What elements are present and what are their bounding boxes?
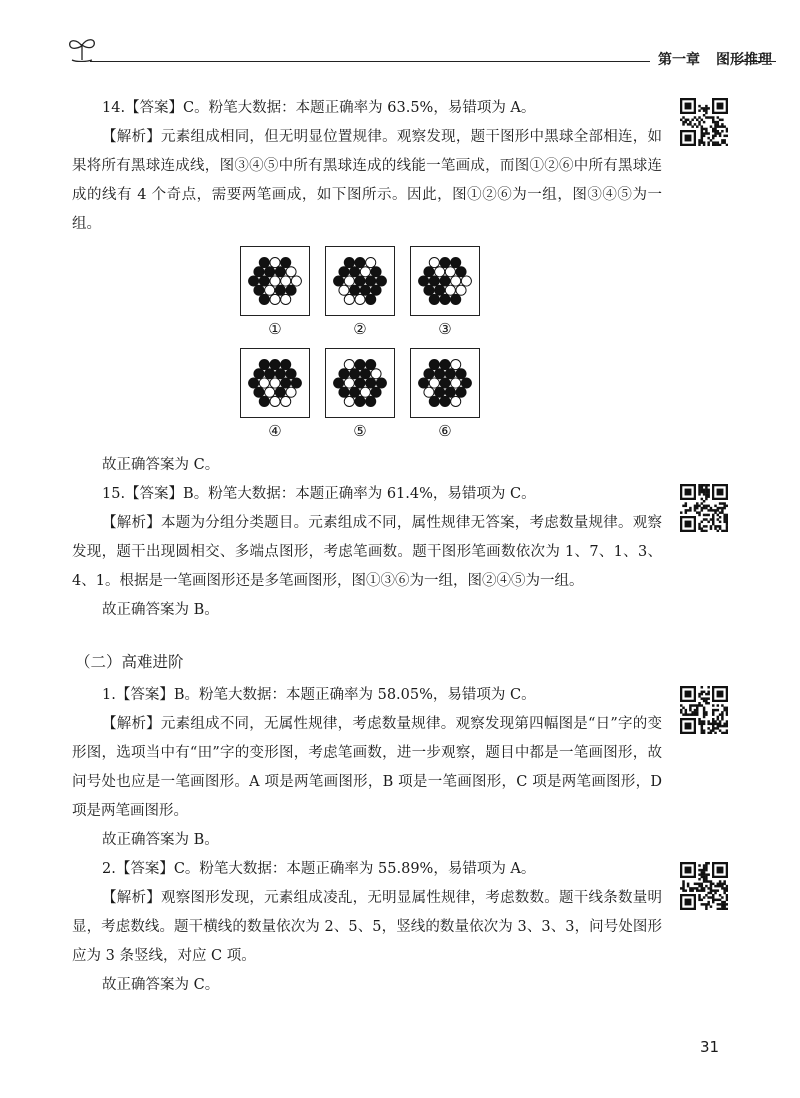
black-ball: [259, 257, 269, 267]
black-ball: [254, 387, 264, 397]
white-ball: [371, 369, 381, 379]
black-ball: [339, 369, 349, 379]
black-ball: [355, 276, 365, 286]
white-ball: [451, 276, 461, 286]
qr-code-icon[interactable]: [680, 686, 728, 734]
black-ball: [360, 285, 370, 295]
figure-4-balls: [241, 349, 309, 417]
figure-3-balls: [411, 247, 479, 315]
h1-answer-line: 1.【答案】B。粉笔大数据：本题正确率为 58.05%，易错项为 C。: [102, 687, 536, 703]
white-ball: [451, 359, 461, 369]
black-ball: [350, 267, 360, 277]
white-ball: [451, 378, 461, 388]
black-ball: [376, 276, 386, 286]
white-ball: [286, 267, 296, 277]
white-ball: [286, 387, 296, 397]
black-ball: [360, 369, 370, 379]
black-ball: [376, 378, 386, 388]
h2-answer-line: 2.【答案】C。粉笔大数据：本题正确率为 55.89%，易错项为 A。: [102, 861, 536, 877]
white-ball: [424, 387, 434, 397]
figure-label-2: ②: [353, 320, 367, 338]
black-ball: [355, 396, 365, 406]
black-ball: [371, 387, 381, 397]
white-ball: [429, 257, 439, 267]
chapter-number: 第一章: [658, 52, 700, 68]
header-rule: [90, 61, 650, 62]
white-ball: [461, 276, 471, 286]
black-ball: [435, 285, 445, 295]
white-ball: [435, 267, 445, 277]
black-ball: [424, 267, 434, 277]
q14-conclusion: 故正确答案为 C。: [102, 457, 220, 473]
black-ball: [275, 369, 285, 379]
white-ball: [270, 276, 280, 286]
black-ball: [440, 396, 450, 406]
white-ball: [344, 276, 354, 286]
black-ball: [270, 359, 280, 369]
white-ball: [344, 378, 354, 388]
figure-label-5: ⑤: [353, 422, 367, 440]
black-ball: [265, 267, 275, 277]
section-title: （二）高难进阶: [75, 653, 184, 671]
sprout-icon: [62, 36, 102, 62]
black-ball: [259, 294, 269, 304]
black-ball: [259, 359, 269, 369]
black-ball: [355, 359, 365, 369]
white-ball: [281, 396, 291, 406]
white-ball: [366, 257, 376, 267]
figure-label-4: ④: [268, 422, 282, 440]
q14-analysis: 【解析】元素组成相同，但无明显位置规律。观察发现，题干图形中黑球全部相连，如果将所有黑球连成线，图③④⑤中所有黑球连成的线能一笔画成，而图①②⑥中所有黑球连成的线有 4 个奇点，需要两笔画成，如下图所示。因此，图①②⑥为一组，图③④⑤为一组。: [72, 129, 662, 232]
black-ball: [249, 276, 259, 286]
figure-6: [410, 348, 480, 418]
black-ball: [429, 294, 439, 304]
figure-label-6: ⑥: [438, 422, 452, 440]
white-ball: [344, 294, 354, 304]
black-ball: [440, 276, 450, 286]
white-ball: [281, 276, 291, 286]
qr-code-graphic: [680, 862, 728, 910]
white-ball: [360, 267, 370, 277]
black-ball: [254, 369, 264, 379]
qr-code-icon[interactable]: [680, 862, 728, 910]
qr-code-graphic: [680, 686, 728, 734]
black-ball: [355, 378, 365, 388]
white-ball: [451, 396, 461, 406]
q15-analysis: 【解析】本题为分组分类题目。元素组成不同，属性规律无答案，考虑数量规律。观察发现，题干出现圆相交、多端点图形，考虑笔画数。题干图形笔画数依次为 1、7、1、3、4、1。根据是一笔画图形还是多笔画图形，图①③⑥为一组，图②④⑤为一组。: [72, 515, 662, 589]
black-ball: [429, 276, 439, 286]
white-ball: [355, 294, 365, 304]
header-rule-right: [734, 61, 776, 62]
q15-answer-line: 15.【答案】B。粉笔大数据：本题正确率为 61.4%，易错项为 C。: [102, 486, 536, 502]
figure-label-3: ③: [438, 320, 452, 338]
black-ball: [445, 369, 455, 379]
chapter-title: 图形推理: [716, 52, 772, 68]
black-ball: [440, 359, 450, 369]
qr-code-graphic: [680, 484, 728, 532]
white-ball: [265, 387, 275, 397]
black-ball: [281, 359, 291, 369]
black-ball: [350, 369, 360, 379]
black-ball: [435, 387, 445, 397]
black-ball: [429, 396, 439, 406]
chapter-heading: [658, 49, 772, 69]
q15-conclusion: 故正确答案为 B。: [102, 602, 219, 618]
black-ball: [339, 267, 349, 277]
black-ball: [281, 257, 291, 267]
black-ball: [366, 359, 376, 369]
white-ball: [281, 294, 291, 304]
black-ball: [275, 387, 285, 397]
figure-6-balls: [411, 349, 479, 417]
qr-code-icon[interactable]: [680, 98, 728, 146]
white-ball: [270, 294, 280, 304]
page-number: 31: [700, 1038, 720, 1056]
black-ball: [254, 285, 264, 295]
black-ball: [259, 396, 269, 406]
black-ball: [440, 257, 450, 267]
black-ball: [355, 257, 365, 267]
h2-conclusion: 故正确答案为 C。: [102, 977, 220, 993]
white-ball: [445, 285, 455, 295]
white-ball: [456, 285, 466, 295]
black-ball: [456, 267, 466, 277]
white-ball: [339, 285, 349, 295]
black-ball: [451, 257, 461, 267]
figure-5-balls: [326, 349, 394, 417]
white-ball: [265, 285, 275, 295]
q14-figure-grid: [240, 246, 480, 446]
white-ball: [259, 378, 269, 388]
black-ball: [419, 276, 429, 286]
black-ball: [424, 369, 434, 379]
black-ball: [265, 369, 275, 379]
black-ball: [371, 267, 381, 277]
black-ball: [254, 267, 264, 277]
black-ball: [344, 257, 354, 267]
black-ball: [424, 285, 434, 295]
black-ball: [339, 387, 349, 397]
white-ball: [270, 378, 280, 388]
figure-2: [325, 246, 395, 316]
figure-4: [240, 348, 310, 418]
white-ball: [291, 276, 301, 286]
black-ball: [366, 378, 376, 388]
black-ball: [249, 378, 259, 388]
white-ball: [270, 396, 280, 406]
figure-2-balls: [326, 247, 394, 315]
black-ball: [281, 378, 291, 388]
white-ball: [344, 359, 354, 369]
black-ball: [286, 369, 296, 379]
black-ball: [275, 285, 285, 295]
page-header: [62, 30, 774, 70]
black-ball: [456, 369, 466, 379]
qr-code-icon[interactable]: [680, 484, 728, 532]
black-ball: [440, 378, 450, 388]
white-ball: [344, 396, 354, 406]
black-ball: [371, 285, 381, 295]
black-ball: [366, 396, 376, 406]
black-ball: [461, 378, 471, 388]
black-ball: [366, 294, 376, 304]
black-ball: [334, 276, 344, 286]
q14-answer-line: 14.【答案】C。粉笔大数据：本题正确率为 63.5%，易错项为 A。: [102, 100, 536, 116]
black-ball: [366, 276, 376, 286]
black-ball: [286, 285, 296, 295]
black-ball: [259, 276, 269, 286]
white-ball: [429, 378, 439, 388]
qr-code-graphic: [680, 98, 728, 146]
black-ball: [350, 285, 360, 295]
figure-5: [325, 348, 395, 418]
figure-1: [240, 246, 310, 316]
black-ball: [334, 378, 344, 388]
figure-3: [410, 246, 480, 316]
white-ball: [445, 267, 455, 277]
black-ball: [419, 378, 429, 388]
black-ball: [275, 267, 285, 277]
black-ball: [291, 378, 301, 388]
black-ball: [451, 294, 461, 304]
h1-conclusion: 故正确答案为 B。: [102, 832, 219, 848]
black-ball: [456, 387, 466, 397]
black-ball: [440, 294, 450, 304]
h2-analysis: 【解析】观察图形发现，元素组成凌乱，无明显属性规律，考虑数数。题干线条数量明显，考虑数线。题干横线的数量依次为 2、5、5，竖线的数量依次为 3、3、3，问号处图形应为 3 条竖线，对应 C 项。: [72, 890, 662, 964]
black-ball: [429, 359, 439, 369]
white-ball: [360, 387, 370, 397]
black-ball: [445, 387, 455, 397]
black-ball: [350, 387, 360, 397]
h1-analysis: 【解析】元素组成不同，无属性规律，考虑数量规律。观察发现第四幅图是“日”字的变形图，选项当中有“田”字的变形图，考虑笔画数，进一步观察，题目中都是一笔画图形，故问号处也应是一笔画图形。A 项是两笔画图形，B 项是一笔画图形，C 项是两笔画图形，D 项是两笔画图形。: [72, 716, 662, 819]
white-ball: [270, 257, 280, 267]
black-ball: [435, 369, 445, 379]
figure-1-balls: [241, 247, 309, 315]
figure-label-1: ①: [268, 320, 282, 338]
